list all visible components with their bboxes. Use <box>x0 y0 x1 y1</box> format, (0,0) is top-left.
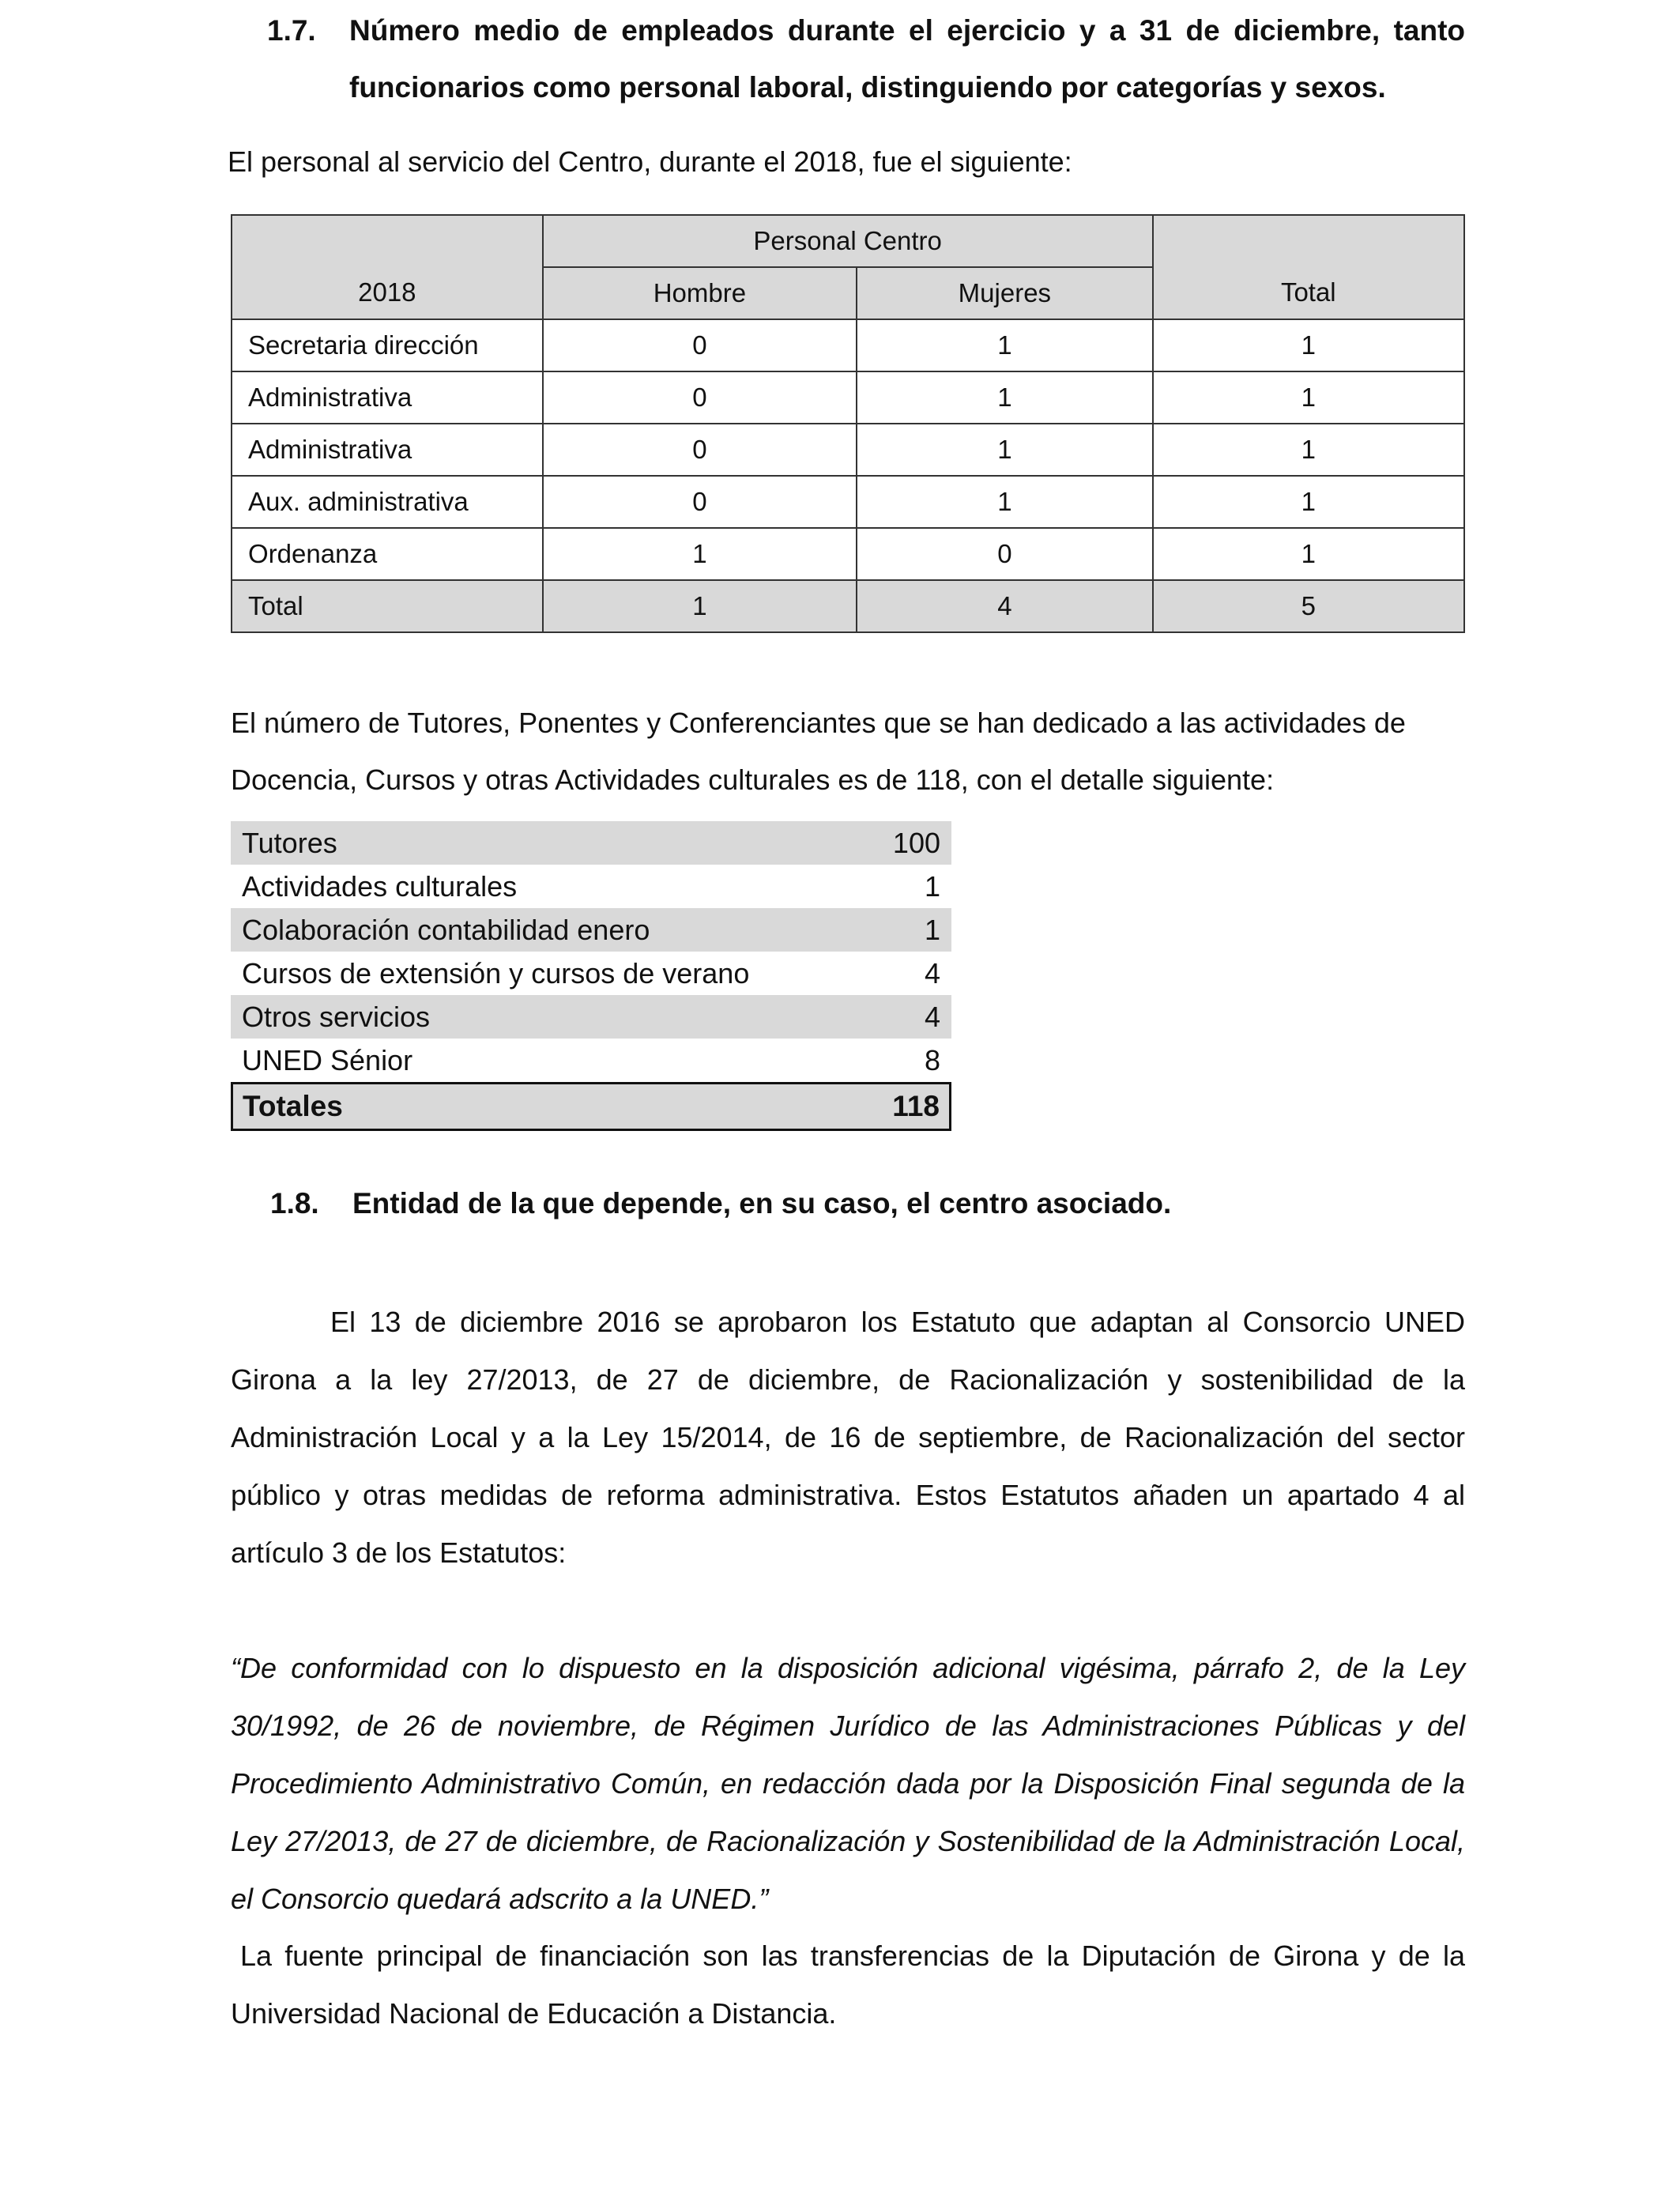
tutores-intro-line2: Docencia, Cursos y otras Actividades culturales es de 118, con el detalle siguiente: <box>231 763 1275 796</box>
table-row <box>232 476 1464 528</box>
tutores-total-row <box>231 1082 951 1131</box>
row-total: 1 <box>1153 476 1464 528</box>
item-label: Actividades culturales <box>242 869 518 903</box>
header-total: Total <box>1153 215 1464 319</box>
list-item <box>231 908 951 952</box>
section-number-1-7: 1.7. <box>267 14 316 47</box>
personal-table-header-row-1 <box>232 215 1464 267</box>
total-label: Total <box>232 580 543 632</box>
table-row <box>232 371 1464 424</box>
row-hombre: 1 <box>543 528 857 580</box>
row-hombre: 0 <box>543 476 857 528</box>
row-mujeres: 1 <box>857 319 1152 371</box>
item-value: 100 <box>892 826 940 859</box>
row-label: Ordenanza <box>232 528 543 580</box>
row-mujeres: 1 <box>857 371 1152 424</box>
item-label: Cursos de extensión y cursos de verano <box>242 956 750 990</box>
quote-paragraph: “De conformidad con lo dispuesto en la disposición adicional vigésima, párrafo 2, de la Ley 30/1992, de 26 de noviembre, de Régimen Jurídico de las Administraciones Públicas y del Procedimiento Administrativo Común, en redacción dada por la Disposición Final segunda de la Ley 27/2013, de 27 de diciembre, de Racionalización y Sostenibilidad de la Administración Local, el Consorcio quedará adscrito a la UNED.” <box>231 1652 1465 1915</box>
item-value: 1 <box>924 913 940 946</box>
header-personal-centro: Personal Centro <box>543 215 1153 267</box>
list-item <box>231 952 951 995</box>
row-label: Administrativa <box>232 371 543 424</box>
row-mujeres: 0 <box>857 528 1152 580</box>
item-label: Otros servicios <box>242 1000 431 1033</box>
estatutos-paragraph: El 13 de diciembre 2016 se aprobaron los Estatuto que adaptan al Consorcio UNED Girona a la ley 27/2013, de 27 de diciembre, de Racionalización y sostenibilidad de la Administración Local y a la Ley 15/2014, de 16 de septiembre, de Racionalización del sector público y otras medidas de reforma administrativa. Estos Estatutos añaden un apartado 4 al artículo 3 de los Estatutos: <box>231 1306 1465 1569</box>
personal-table <box>231 214 1465 633</box>
table-row <box>232 424 1464 476</box>
item-value: 4 <box>924 1000 940 1033</box>
row-total: 1 <box>1153 319 1464 371</box>
item-label: Colaboración contabilidad enero <box>242 913 650 946</box>
tutores-intro-line1: El número de Tutores, Ponentes y Conferenciantes que se han dedicado a las actividades de <box>231 707 1406 739</box>
row-hombre: 0 <box>543 371 857 424</box>
row-label: Secretaria dirección <box>232 319 543 371</box>
table-row <box>232 319 1464 371</box>
row-mujeres: 1 <box>857 476 1152 528</box>
list-item <box>231 821 951 865</box>
list-item <box>231 1039 951 1082</box>
total-value: 118 <box>892 1090 940 1122</box>
total-total: 5 <box>1153 580 1464 632</box>
row-total: 1 <box>1153 424 1464 476</box>
item-label: Tutores <box>242 826 337 859</box>
header-hombre: Hombre <box>543 267 857 319</box>
financiacion-paragraph: La fuente principal de financiación son las transferencias de la Diputación de Girona y de la Universidad Nacional de Educación a Distancia. <box>231 1940 1465 2030</box>
total-mujeres: 4 <box>857 580 1152 632</box>
row-label: Administrativa <box>232 424 543 476</box>
section-number-1-8: 1.8. <box>270 1187 319 1220</box>
section-title-1-7-line1: Número medio de empleados durante el ejercicio y a 31 de diciembre, tanto <box>349 14 1465 47</box>
table-total-row <box>232 580 1464 632</box>
table-row <box>232 528 1464 580</box>
item-value: 1 <box>924 869 940 903</box>
total-label: Totales <box>243 1090 343 1122</box>
total-hombre: 1 <box>543 580 857 632</box>
list-item <box>231 995 951 1039</box>
header-year: 2018 <box>232 215 543 319</box>
item-value: 8 <box>924 1043 940 1076</box>
row-total: 1 <box>1153 371 1464 424</box>
section-title-1-7-line2: funcionarios como personal laboral, distinguiendo por categorías y sexos. <box>349 71 1386 104</box>
row-label: Aux. administrativa <box>232 476 543 528</box>
personal-intro: El personal al servicio del Centro, durante el 2018, fue el siguiente: <box>228 145 1072 178</box>
item-value: 4 <box>924 956 940 990</box>
header-mujeres: Mujeres <box>857 267 1152 319</box>
row-hombre: 0 <box>543 424 857 476</box>
row-mujeres: 1 <box>857 424 1152 476</box>
section-title-1-8: Entidad de la que depende, en su caso, el centro asociado. <box>352 1187 1172 1220</box>
row-total: 1 <box>1153 528 1464 580</box>
tutores-table <box>231 821 951 1131</box>
item-label: UNED Sénior <box>242 1043 413 1076</box>
list-item <box>231 865 951 908</box>
row-hombre: 0 <box>543 319 857 371</box>
